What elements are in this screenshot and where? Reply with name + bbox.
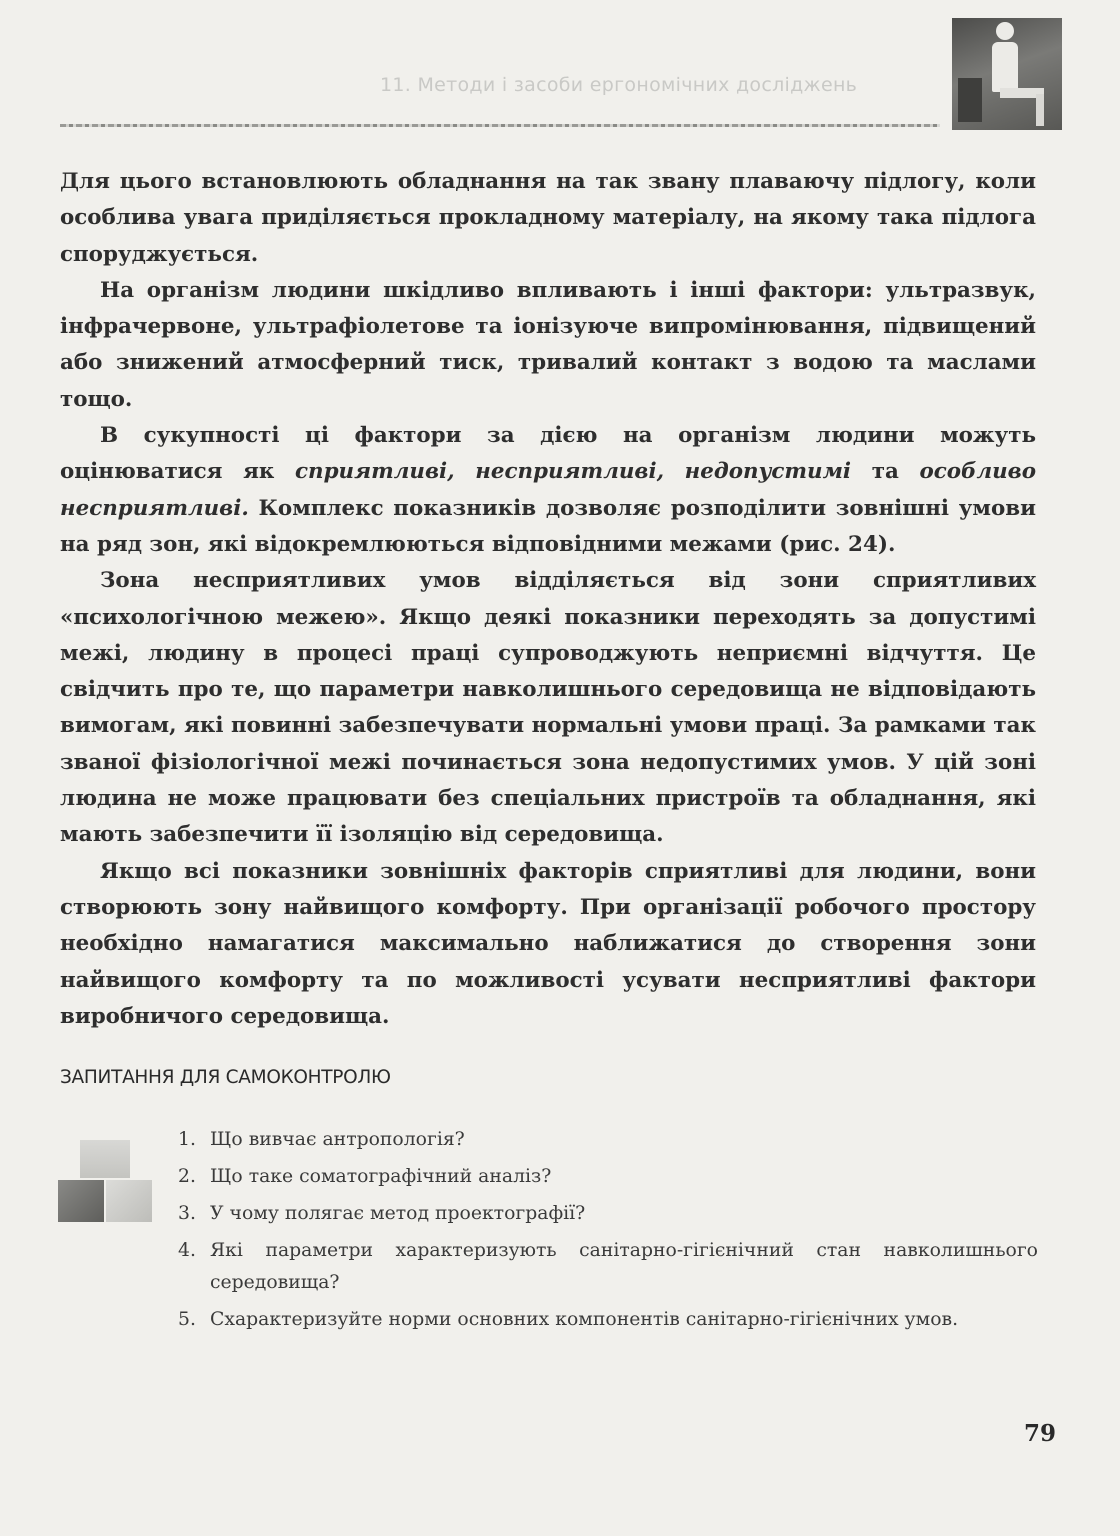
item-number: 1. bbox=[178, 1129, 196, 1150]
item-text: Які параметри характеризують санітарно-гігієнічний стан навколишнього середовища? bbox=[210, 1240, 1038, 1293]
paragraph: На організм людини шкідливо впливають і інші фактори: ультразвук, інфрачервоне, ультрафіолетове та іонізуюче випромінювання, підвищений або знижений атмосферний тиск, тривалий контакт з водою та маслами тощо. bbox=[60, 277, 1036, 412]
paragraph: Зона несприятливих умов відділяється від зони сприятливих «психологічною межею». Якщо деякі показники переходять за допустимі межі, людину в процесі праці супроводжують неприємні відчуття. Це свідчить про те, що параметри навколишнього середовища не відповідають вимогам, які повинні забезпечувати нормальні умови праці. За рамками так званої фізіологічної межі починається зона недопустимих умов. У цій зоні людина не може працювати без спеціальних пристроїв та обладнання, які мають забезпечити її ізоляцію від середовища. bbox=[60, 568, 1036, 848]
list-item bbox=[178, 1235, 1038, 1299]
questions-heading: ЗАПИТАННЯ ДЛЯ САМОКОНТРОЛЮ bbox=[60, 1067, 391, 1088]
item-number: 5. bbox=[178, 1309, 196, 1330]
item-number: 2. bbox=[178, 1166, 196, 1187]
list-item bbox=[178, 1161, 1038, 1193]
running-head: 11. Методи і засоби ергономічних досліджень bbox=[380, 74, 858, 96]
paragraph: Для цього встановлюють обладнання на так звану плаваючу підлогу, коли особлива увага приділяється прокладному матеріалу, на якому така підлога споруджується. bbox=[60, 169, 1036, 267]
paragraph-text: та bbox=[851, 459, 920, 485]
questions-list bbox=[178, 1124, 1038, 1341]
paragraph bbox=[60, 418, 1036, 563]
page-header bbox=[0, 0, 1120, 140]
list-item bbox=[178, 1124, 1038, 1156]
emphasis-text: особливо несприятливі. bbox=[60, 459, 1036, 521]
header-rule bbox=[60, 124, 940, 127]
item-text: Що вивчає антропологія? bbox=[210, 1129, 465, 1150]
item-number: 4. bbox=[178, 1240, 196, 1261]
item-text: У чому полягає метод проектографії? bbox=[210, 1203, 586, 1224]
item-text: Що таке соматографічний аналіз? bbox=[210, 1166, 552, 1187]
paragraph-text: Комплекс показників дозволяє розподілити зовнішні умови на ряд зон, які відокремлюються відповідними межами (рис. 24). bbox=[60, 495, 1036, 557]
chapter-badge-image bbox=[952, 18, 1062, 130]
list-item bbox=[178, 1304, 1038, 1336]
paragraph: Якщо всі показники зовнішніх факторів сприятливі для людини, вони створюють зону найвищого комфорту. При організації робочого простору необхідно намагатися максимально наближатися до створення зони найвищого комфорту та по можливості усувати несприятливі фактори виробничого середовища. bbox=[60, 858, 1036, 1029]
list-item bbox=[178, 1198, 1038, 1230]
paragraph-text: В сукупності ці фактори за дією на організм людини можуть оцінюватися як bbox=[60, 423, 1036, 485]
body-text bbox=[60, 164, 1036, 1035]
emphasis-text: сприятливі, несприятливі, недопустимі bbox=[295, 459, 852, 485]
cubes-icon bbox=[58, 1140, 154, 1224]
page-number: 79 bbox=[1024, 1420, 1057, 1447]
item-text: Схарактеризуйте норми основних компонентів санітарно-гігієнічних умов. bbox=[210, 1309, 959, 1330]
item-number: 3. bbox=[178, 1203, 196, 1224]
